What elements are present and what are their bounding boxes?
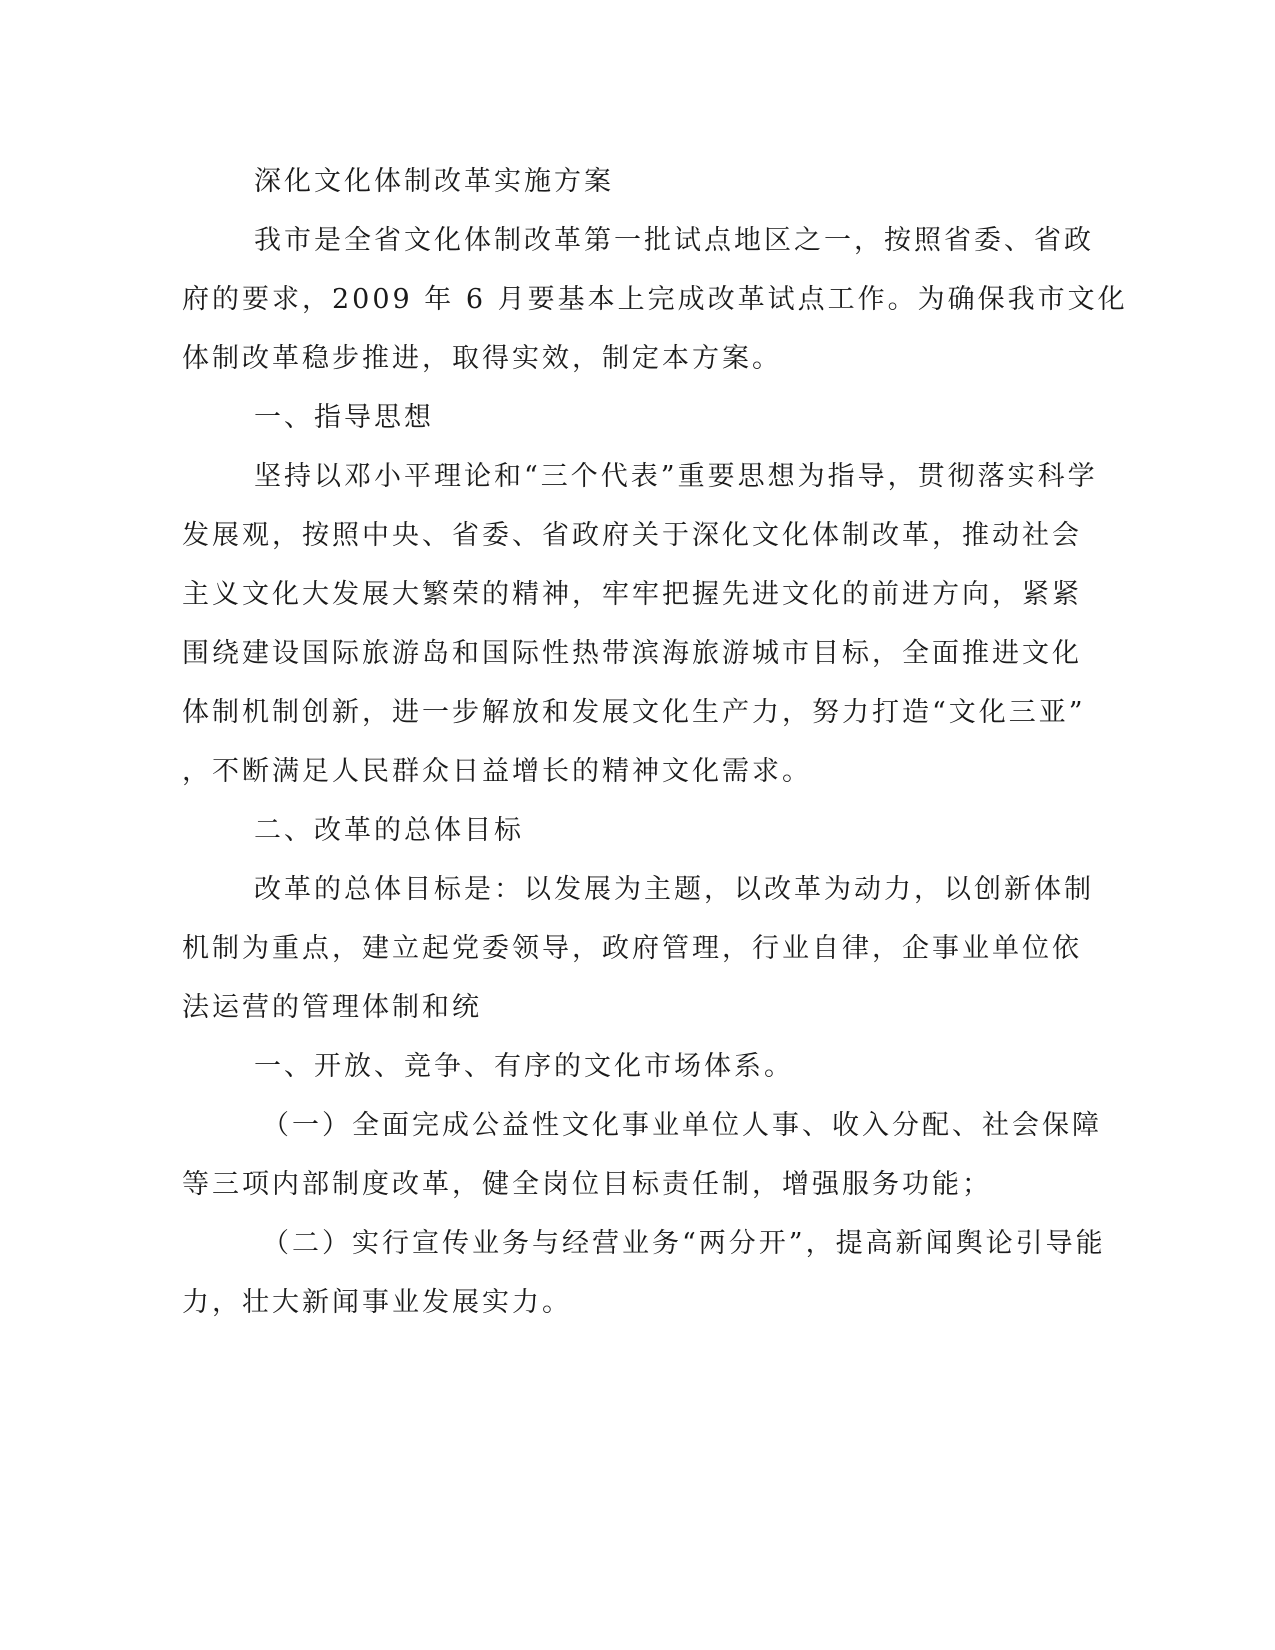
section-heading-guiding-thought: 一、指导思想 (254, 402, 434, 433)
text-line: ，不断满足人民群众日益增长的精神文化需求。 (182, 756, 812, 787)
text-line: 等三项内部制度改革，健全岗位目标责任制，增强服务功能； (182, 1169, 992, 1200)
text-line: 坚持以邓小平理论和“三个代表”重要思想为指导，贯彻落实科学 (254, 461, 1098, 492)
text-line: 改革的总体目标是：以发展为主题，以改革为动力，以创新体制 (254, 874, 1094, 905)
list-item-1: （一）全面完成公益性文化事业单位人事、收入分配、社会保障 (262, 1110, 1102, 1141)
text-line: 围绕建设国际旅游岛和国际性热带滨海旅游城市目标，全面推进文化 (182, 638, 1082, 669)
text-line: 府的要求，2009 年 6 月要基本上完成改革试点工作。为确保我市文化 (182, 284, 1128, 315)
text-line: 力，壮大新闻事业发展实力。 (182, 1287, 572, 1318)
section-heading-overall-goal: 二、改革的总体目标 (254, 815, 524, 846)
text-line: 一、开放、竞争、有序的文化市场体系。 (254, 1051, 794, 1082)
text-line: 法运营的管理体制和统 (182, 992, 482, 1023)
text-line: 发展观，按照中央、省委、省政府关于深化文化体制改革，推动社会 (182, 520, 1082, 551)
text-line: 机制为重点，建立起党委领导，政府管理，行业自律，企事业单位依 (182, 933, 1082, 964)
text-line: 我市是全省文化体制改革第一批试点地区之一，按照省委、省政 (254, 225, 1094, 256)
text-line: 体制改革稳步推进，取得实效，制定本方案。 (182, 343, 782, 374)
document-title: 深化文化体制改革实施方案 (254, 166, 614, 197)
list-item-2: （二）实行宣传业务与经营业务“两分开”，提高新闻舆论引导能 (262, 1228, 1106, 1259)
text-line: 体制机制创新，进一步解放和发展文化生产力，努力打造“文化三亚” (182, 697, 1086, 728)
text-line: 主义文化大发展大繁荣的精神，牢牢把握先进文化的前进方向，紧紧 (182, 579, 1082, 610)
document-body (182, 152, 1128, 1332)
